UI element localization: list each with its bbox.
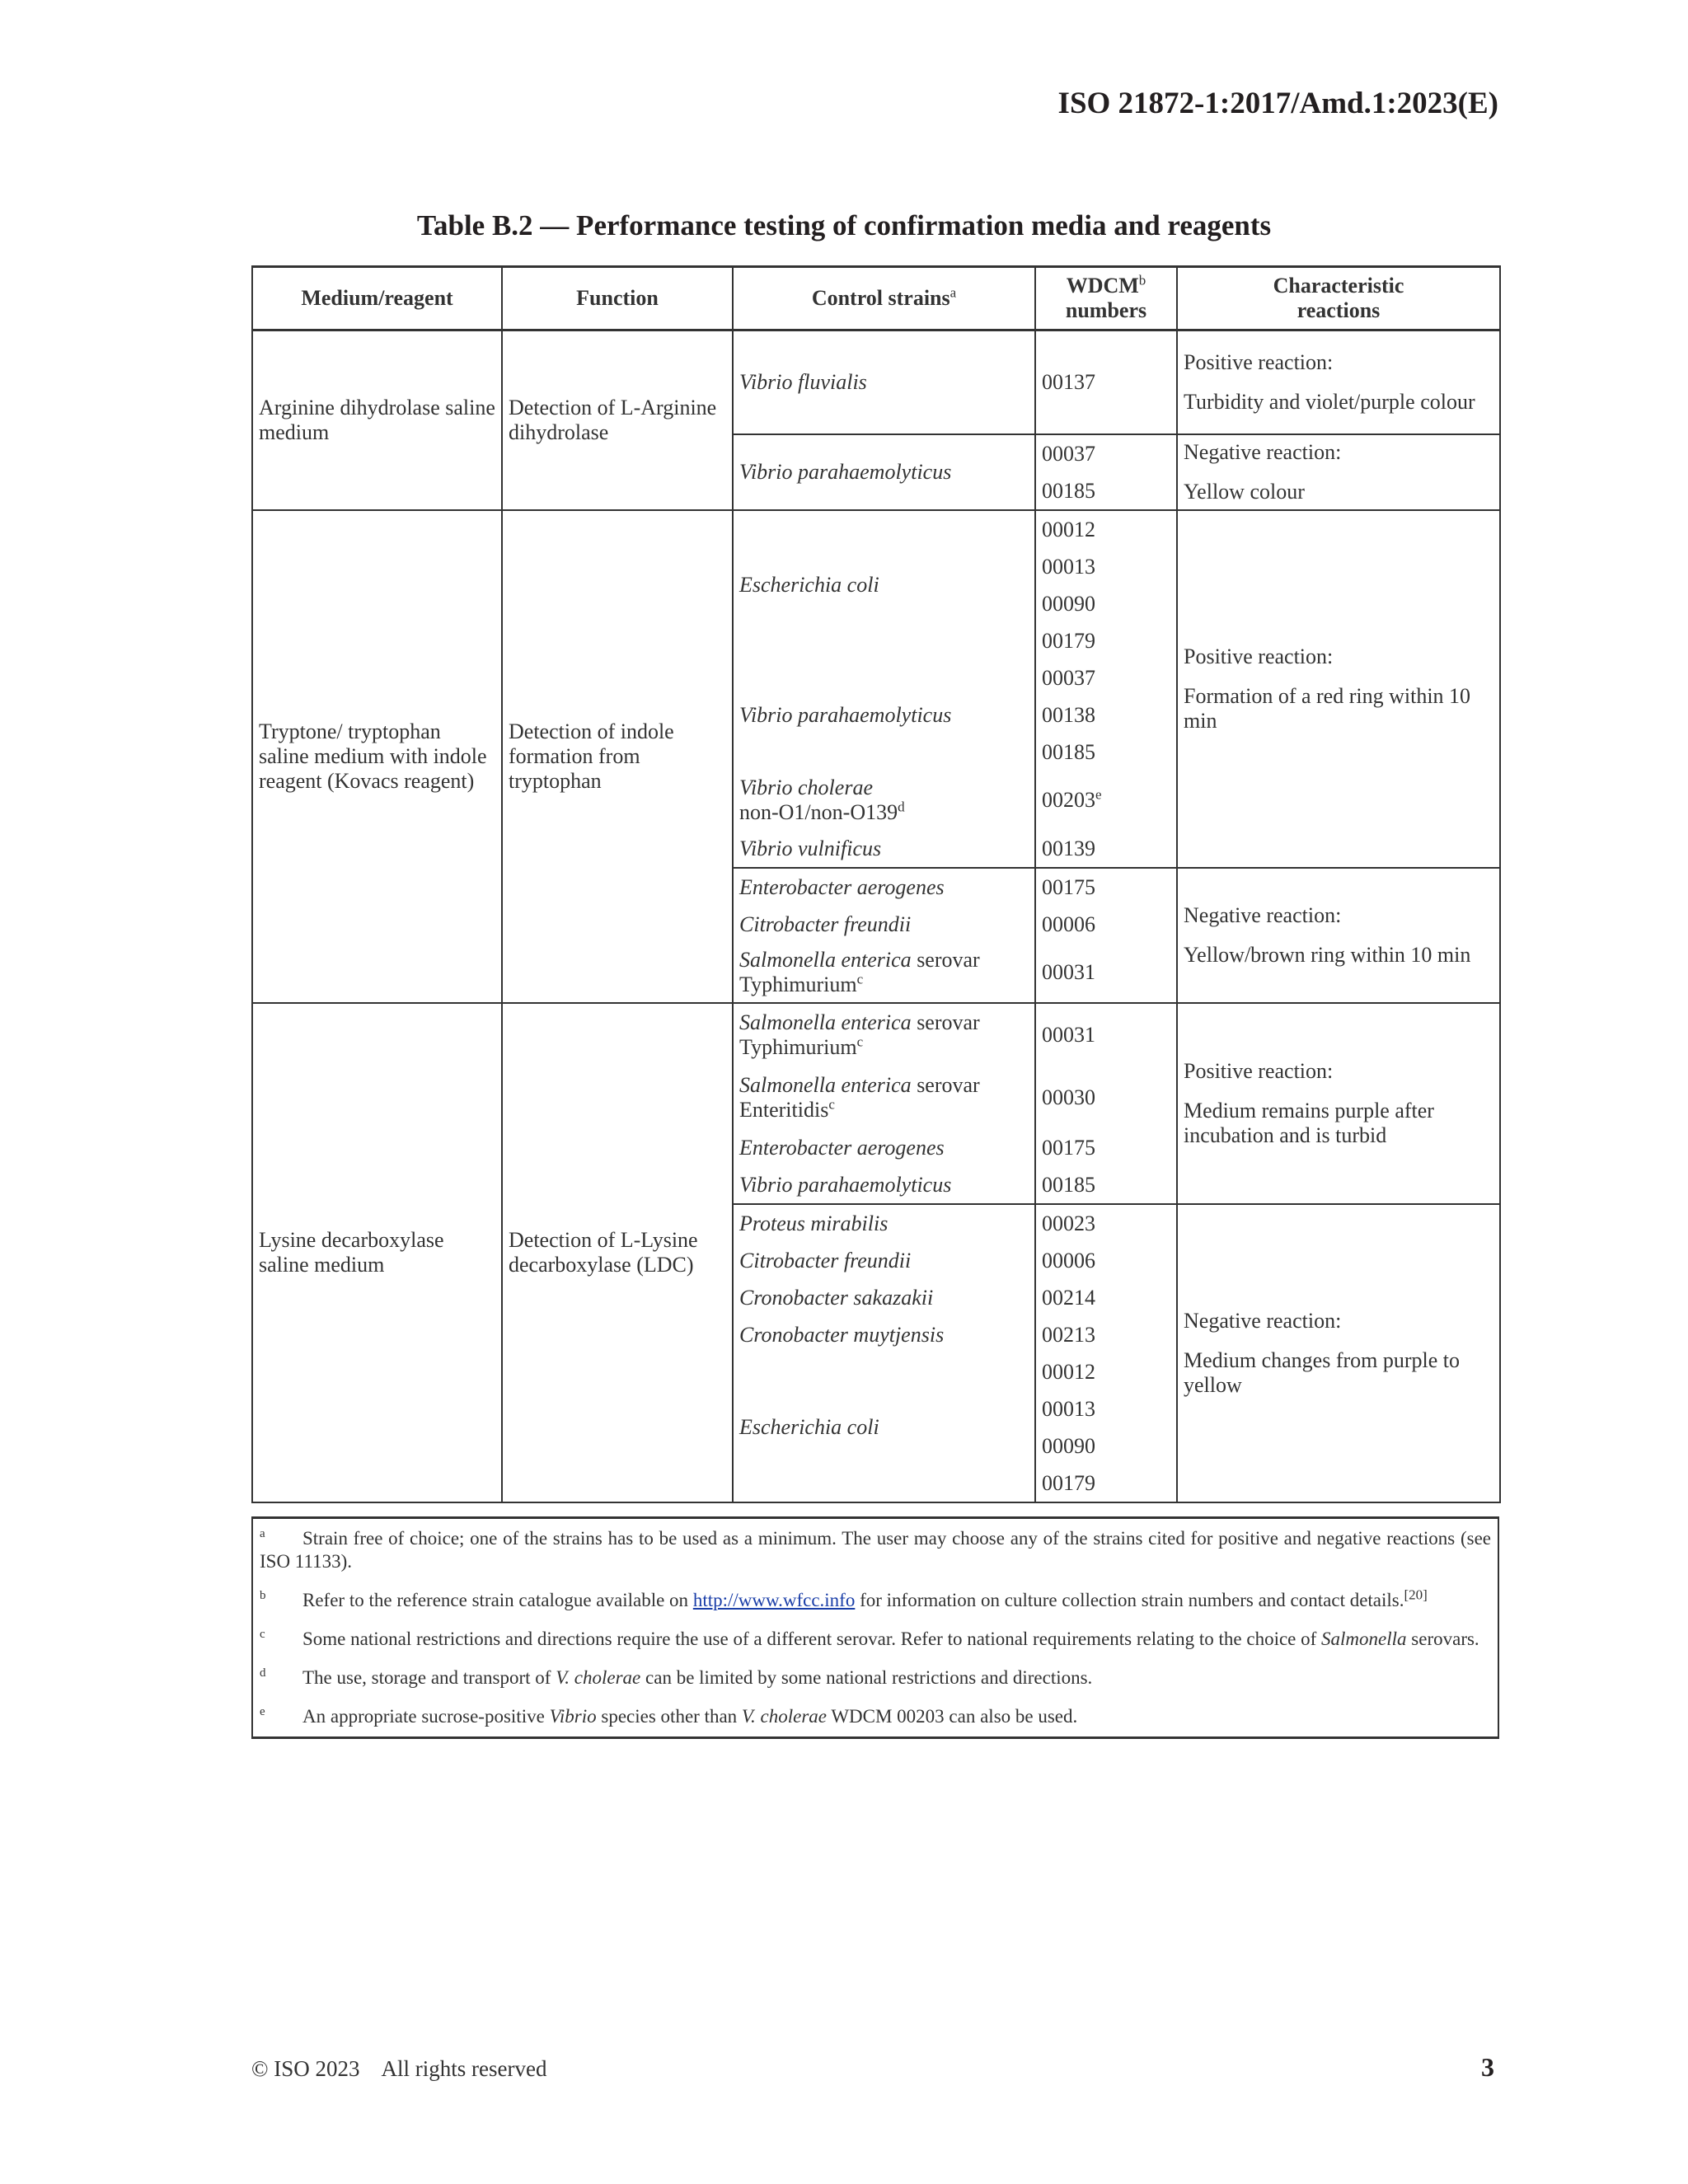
- wdcm-cell: 00137: [1035, 330, 1177, 435]
- footnote-c: c Some national restrictions and directions require the use of a different serovar. Refer to national requirements relating to the choice of Salmonella serovars.: [260, 1628, 1479, 1649]
- function-lysine: Detection of L-Lysine decarboxylase (LDC): [502, 1003, 733, 1502]
- wdcm-cell: 00185: [1035, 1166, 1177, 1204]
- footnote-ref-a: a: [950, 284, 957, 301]
- col-header-reactions-text: Characteristic: [1273, 274, 1404, 298]
- col-header-medium: Medium/reagent: [252, 267, 502, 330]
- wdcm-cell: 00013: [1035, 1390, 1177, 1427]
- strain-cell: Escherichia coli: [733, 510, 1035, 659]
- footnote-ref-c: c: [856, 1033, 864, 1050]
- strain-cell: Vibrio parahaemolyticus: [733, 434, 1035, 510]
- medium-tryptone: Tryptone/ tryptophan saline medium with indole reagent (Kovacs reagent): [252, 510, 502, 1003]
- medium-lysine: Lysine decarboxylase saline medium: [252, 1003, 502, 1502]
- col-header-wdcm: [1035, 267, 1177, 330]
- table-row: [252, 1003, 1500, 1066]
- footnote-text: serovars.: [1406, 1629, 1479, 1649]
- wdcm-cell: 00175: [1035, 868, 1177, 906]
- footnote-text: An appropriate sucrose-positive: [302, 1706, 550, 1727]
- strain-name: Salmonella enterica: [739, 948, 912, 972]
- footnote-ref-c: c: [856, 971, 864, 987]
- reaction-label: Positive reaction:: [1184, 350, 1334, 374]
- footnote-ref-c: c: [828, 1096, 835, 1113]
- footnote-text: for information on culture collection strain numbers and contact details.: [855, 1590, 1404, 1610]
- strain-cell: Enterobacter aerogenes: [733, 1129, 1035, 1166]
- footnote-italic: Salmonella: [1321, 1629, 1407, 1649]
- strain-name: Salmonella enterica: [739, 1073, 912, 1097]
- wdcm-cell: 00031: [1035, 1003, 1177, 1066]
- reaction-tryptone-positive: [1177, 510, 1500, 868]
- footnote-d: d The use, storage and transport of V. cholerae can be limited by some national restrictions and directions.: [260, 1666, 1093, 1688]
- footnote-text: Refer to the reference strain catalogue available on: [302, 1590, 693, 1610]
- footnote-italic: Vibrio: [549, 1706, 597, 1727]
- reaction-text: Turbidity and violet/purple colour: [1184, 390, 1475, 414]
- copyright-text: © ISO 2023: [251, 2056, 360, 2081]
- bibliography-ref: [20]: [1404, 1586, 1428, 1603]
- footer-copyright: [251, 2056, 546, 2082]
- table-row: [252, 330, 1500, 435]
- reaction-tryptone-negative: [1177, 868, 1500, 1003]
- reaction-arginine-positive: [1177, 330, 1500, 435]
- function-arginine: Detection of L-Arginine dihydrolase: [502, 330, 733, 511]
- footnote-a: a Strain free of choice; one of the strains has to be used as a minimum. The user may choose any of the strains cited for positive and negative reactions (see ISO 11133).: [260, 1527, 1491, 1572]
- rights-text: All rights reserved: [381, 2056, 547, 2081]
- wdcm-cell: 00006: [1035, 906, 1177, 943]
- reaction-label: Positive reaction:: [1184, 1059, 1334, 1083]
- footnote-text: can be limited by some national restrictions and directions.: [640, 1667, 1093, 1688]
- strain-serovar: serovar: [911, 1010, 980, 1034]
- wfcc-link[interactable]: http://www.wfcc.info: [692, 1590, 856, 1610]
- wdcm-cell: [1035, 771, 1177, 830]
- document-id: ISO 21872-1:2017/Amd.1:2023(E): [1057, 87, 1498, 120]
- footnote-text: Strain free of choice; one of the strains has to be used as a minimum. The user may choose any of the strains cited for positive and negative reactions (see ISO 11133).: [260, 1528, 1491, 1572]
- medium-arginine: Arginine dihydrolase saline medium: [252, 330, 502, 511]
- wdcm-cell: 00090: [1035, 585, 1177, 622]
- wdcm-cell: 00023: [1035, 1204, 1177, 1242]
- wdcm-cell: 00179: [1035, 1465, 1177, 1502]
- strain-cell: Proteus mirabilis: [733, 1204, 1035, 1242]
- col-header-reactions: [1177, 267, 1500, 330]
- strain-cell: [733, 943, 1035, 1003]
- table-title: Table B.2 — Performance testing of confirmation media and reagents: [416, 209, 1272, 241]
- wdcm-cell: 00213: [1035, 1316, 1177, 1353]
- col-header-wdcm-text-2: numbers: [1065, 298, 1147, 322]
- strain-qualifier: Typhimurium: [739, 972, 857, 996]
- reaction-text: Formation of a red ring within 10 min: [1184, 684, 1471, 733]
- wdcm-cell: 00012: [1035, 1353, 1177, 1390]
- footnote-text: species other than: [596, 1706, 742, 1727]
- wdcm-cell: 00037: [1035, 434, 1177, 472]
- strain-name: Salmonella enterica: [739, 1010, 912, 1034]
- wdcm-cell: 00031: [1035, 943, 1177, 1003]
- footnote-text: The use, storage and transport of: [302, 1667, 556, 1688]
- footnote-ref-e: e: [1095, 786, 1102, 803]
- table-header-row: [252, 267, 1500, 330]
- table-footnotes: [251, 1516, 1499, 1739]
- col-header-strains: [733, 267, 1035, 330]
- footnote-b: b Refer to the reference strain catalogue available on http://www.wfcc.info for information on culture collection strain numbers and contact details.[20]: [260, 1586, 1428, 1610]
- strain-qualifier: Typhimurium: [739, 1035, 857, 1059]
- col-header-wdcm-text: WDCM: [1066, 274, 1139, 298]
- strain-qualifier: non-O1/non-O139: [739, 800, 898, 824]
- strain-qualifier: Enteritidis: [739, 1098, 829, 1122]
- strain-cell: Enterobacter aerogenes: [733, 868, 1035, 906]
- footnote-ref-d: d: [898, 799, 905, 815]
- wdcm-cell: 00179: [1035, 622, 1177, 659]
- footnote-text: Some national restrictions and directions require the use of a different serovar. Refer to national requirements relating to the choice of: [302, 1629, 1322, 1649]
- footnote-italic: V. cholerae: [556, 1667, 641, 1688]
- col-header-strains-text: Control strains: [811, 286, 950, 310]
- strain-cell: [733, 1066, 1035, 1129]
- col-header-reactions-text-2: reactions: [1296, 298, 1381, 322]
- reaction-label: Negative reaction:: [1184, 903, 1342, 927]
- reaction-text: Yellow colour: [1184, 480, 1305, 504]
- strain-cell: Vibrio parahaemolyticus: [733, 1166, 1035, 1204]
- strain-cell: Escherichia coli: [733, 1353, 1035, 1502]
- wdcm-cell: 00090: [1035, 1427, 1177, 1465]
- wdcm-cell: 00185: [1035, 472, 1177, 510]
- wdcm-cell: 00030: [1035, 1066, 1177, 1129]
- page-number: 3: [1481, 2052, 1494, 2082]
- footnote-text: WDCM 00203 can also be used.: [826, 1706, 1078, 1727]
- function-tryptone: Detection of indole formation from tryptophan: [502, 510, 733, 1003]
- wdcm-cell: 00214: [1035, 1279, 1177, 1316]
- col-header-function: Function: [502, 267, 733, 330]
- wdcm-cell: 00006: [1035, 1242, 1177, 1279]
- reaction-lysine-positive: [1177, 1003, 1500, 1204]
- strain-cell: Citrobacter freundii: [733, 906, 1035, 943]
- reaction-arginine-negative: [1177, 434, 1500, 510]
- wdcm-cell: 00138: [1035, 696, 1177, 733]
- strain-cell: Cronobacter sakazakii: [733, 1279, 1035, 1316]
- performance-table: [251, 265, 1501, 1503]
- strain-cell: [733, 1003, 1035, 1066]
- wdcm-cell: 00185: [1035, 733, 1177, 771]
- strain-cell: Vibrio parahaemolyticus: [733, 659, 1035, 771]
- strain-cell: [733, 771, 1035, 830]
- footnote-italic: V. cholerae: [741, 1706, 827, 1727]
- reaction-label: Negative reaction:: [1184, 440, 1342, 464]
- strain-cell: Vibrio vulnificus: [733, 830, 1035, 868]
- wdcm-cell: 00013: [1035, 548, 1177, 585]
- reaction-text: Medium changes from purple to yellow: [1184, 1348, 1461, 1397]
- wdcm-cell: 00175: [1035, 1129, 1177, 1166]
- strain-serovar: serovar: [911, 1073, 980, 1097]
- wdcm-cell: 00139: [1035, 830, 1177, 868]
- strain-cell: Cronobacter muytjensis: [733, 1316, 1035, 1353]
- wdcm-cell: 00037: [1035, 659, 1177, 696]
- table-row: [252, 510, 1500, 548]
- strain-cell: Citrobacter freundii: [733, 1242, 1035, 1279]
- reaction-lysine-negative: [1177, 1204, 1500, 1502]
- reaction-text: Yellow/brown ring within 10 min: [1184, 943, 1471, 967]
- reaction-text: Medium remains purple after incubation and is turbid: [1184, 1099, 1434, 1147]
- strain-cell: Vibrio fluvialis: [733, 330, 1035, 435]
- wdcm-cell: 00012: [1035, 510, 1177, 548]
- strain-name: Vibrio cholerae: [739, 776, 873, 799]
- reaction-label: Negative reaction:: [1184, 1309, 1342, 1333]
- footnote-ref-b: b: [1138, 272, 1146, 288]
- wdcm-value: 00203: [1042, 788, 1095, 812]
- footnote-e: e An appropriate sucrose-positive Vibrio species other than V. cholerae WDCM 00203 can also be used.: [260, 1705, 1078, 1727]
- reaction-label: Positive reaction:: [1184, 644, 1334, 668]
- strain-serovar: serovar: [911, 948, 980, 972]
